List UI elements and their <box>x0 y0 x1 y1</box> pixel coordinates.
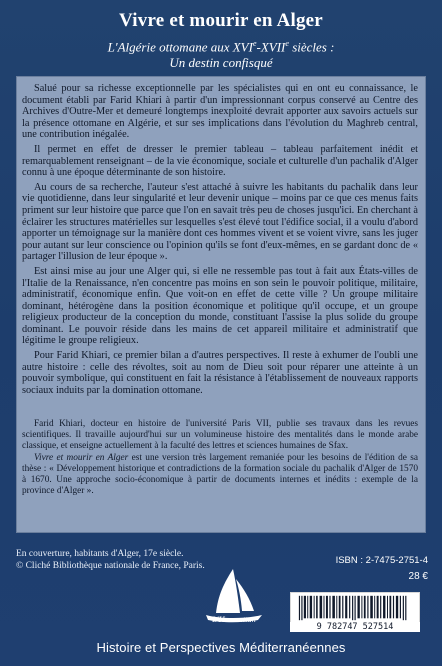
barcode-digits: 9 782747 527514 <box>290 622 420 632</box>
book-title: Vivre et mourir en Alger <box>119 10 323 31</box>
summary-paragraph-4: Est ainsi mise au jour une Alger qui, si elle ne ressemble pas tout à fait aux États-villes de l'Italie de la Renaissance, n'en concentre pas moins en son sein le pouvoir politique, militaire, administratif, économique enfin. Que voit-on en effet de cette ville ? Un groupe militaire dominant, hétérogène dans la position économique et politique qu'il occupe, et un groupe religieux producteur de la conception du monde, constituant l'assise la plus solide du groupe dominant. Le pouvoir réside dans les mains de cet appareil militaire et administratif que légitime le groupe religieux. <box>22 265 418 347</box>
bio-paragraph-2-text: est une version très largement remaniée pour les besoins de l'édition de sa thèse : « Développement historique et contradictions de la formation sociale du pachalik d'Alger de 1570 à 1670. Une approche socio-économique à partir de documents internes et inédits : exemple de la province d'Alger ». <box>22 453 418 496</box>
subtitle-sup-1: e <box>252 39 257 48</box>
summary-paragraph-1: Salué pour sa richesse exceptionnelle par les spécialistes qui en ont eu connaissance, le document établi par Farid Khiari à partir d'un impressionnant corpus conservé au Centre des Archives d'Outre-Mer et demeuré longtemps inexploité devrait apporter aux savoirs actuels sur la présence ottomane en Algérie, et sur ses implications dans l'évolution du Maghreb central, une contribution inégalée. <box>22 83 418 141</box>
book-subtitle <box>0 36 442 71</box>
author-bio <box>22 419 418 499</box>
subtitle-line-2: Un destin confisqué <box>169 55 273 71</box>
subtitle-suffix: siècles : <box>288 39 335 55</box>
subtitle-prefix: L'Algérie ottomane aux XVI <box>107 39 253 55</box>
cover-credit-line-1: En couverture, habitants d'Alger, 17e siècle. <box>16 549 184 559</box>
isbn: ISBN : 2-7475-2751-4 <box>335 555 428 566</box>
collection-name: Histoire et Perspectives Méditerranéennes <box>96 640 346 655</box>
summary-paragraph-3: Au cours de sa recherche, l'auteur s'est attaché à suivre les habitants du pachalik dans leur vie quotidienne, dans leur singularité et leur devenir unique – moins par ce que ces menus faits priment sur leur histoire que parce que l'on en savait très peu de choses jusqu'ici. En cherchant à éclairer les structures matérielles sur lesquelles s'est élevé tout l'édifice social, il a voulu d'abord apporter un témoignage sur la manière dont ces hommes vivent et se voient vivre, sans les juger pour autant sur leur conscience ou l'opinion qu'ils se font d'eux-mêmes, en se gardant donc de « partager l'illusion de leur époque ». <box>22 181 419 263</box>
barcode-icon <box>290 592 420 624</box>
bio-book-title: Vivre et mourir en Alger <box>34 453 129 464</box>
publisher-name: L'Harmattan <box>212 614 256 624</box>
summary-paragraph-2: Il permet en effet de dresser le premier tableau – tableau parfaitement inédit et remarquablement renseignant – de la vie économique, sociale et culturelle d'un pachalik d'Alger connu à une époque déterminante de son histoire. <box>22 143 418 179</box>
subtitle-sup-2: e <box>285 39 289 48</box>
summary-paragraph-5: Pour Farid Khiari, ce premier bilan a d'autres perspectives. Il reste à exhumer de l'oubli une autre histoire : celle des révoltes, soit au nom de Dieu soit pour réparer une atteinte à un pouvoir symbolique, qui constituent en fait la résistance à l'établissement de nouveaux rapports sociaux induits par la domination ottomane. <box>22 350 418 396</box>
bio-paragraph-1: Farid Khiari, docteur en histoire de l'université Paris VII, publie ses travaux dans les revues scientifiques. Il travaille aujourd'hui sur un volumineuse histoire des mentalités dans le monde arabe classique, et enseigne actuellement à la faculté des lettres et sciences humaines de Sfax. <box>22 419 418 451</box>
cover-credit-line-2: © Cliché Bibliothèque nationale de France, Paris. <box>16 561 205 571</box>
bio-paragraph-2 <box>22 453 418 496</box>
summary-text <box>22 83 418 399</box>
price: 28 € <box>408 571 428 582</box>
subtitle-line-1 <box>0 36 442 55</box>
subtitle-mid: -XVII <box>256 39 286 55</box>
